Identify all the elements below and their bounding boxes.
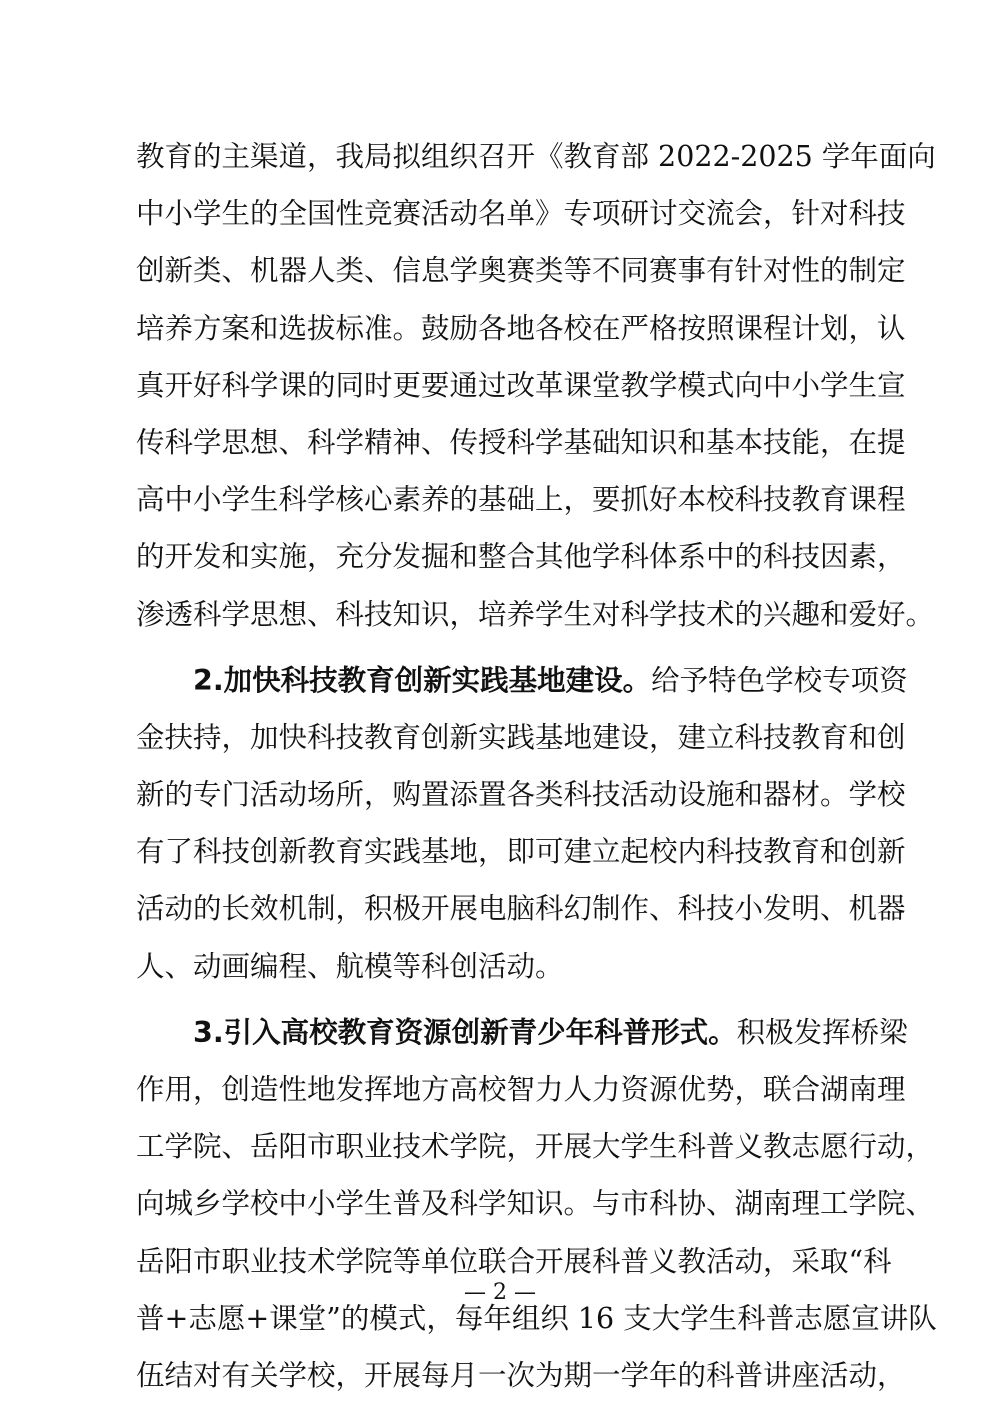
paragraph-text: 积极发挥桥梁 xyxy=(736,1015,908,1049)
paragraph-line: 教育的主渠道，我局拟组织召开《教育部 2022-2025 学年面向 xyxy=(136,140,936,173)
document-body xyxy=(136,128,937,1404)
paragraph-line: 新的专门活动场所，购置添置各类科技活动设施和器材。学校 xyxy=(136,778,906,812)
paragraph-line: 有了科技创新教育实践基地，即可建立起校内科技教育和创新 xyxy=(136,835,906,869)
paragraph-line: 工学院、岳阳市职业技术学院，开展大学生科普义教志愿行动， xyxy=(136,1130,935,1164)
paragraph-line: 创新类、机器人类、信息学奥赛类等不同赛事有针对性的制定 xyxy=(136,254,906,288)
paragraph-line: 金扶持，加快科技教育创新实践基地建设，建立科技教育和创 xyxy=(136,720,906,754)
paragraph-line: 作用，创造性地发挥地方高校智力人力资源优势，联合湖南理 xyxy=(136,1073,906,1106)
paragraph-line: 岳阳市职业技术学院等单位联合开展科普义教活动，采取“科 xyxy=(136,1244,892,1278)
paragraph-line: 真开好科学课的同时更要通过改革课堂教学模式向中小学生宣 xyxy=(136,368,906,402)
section-heading: 2.加快科技教育创新实践基地建设。 xyxy=(193,663,652,697)
paragraph-2 xyxy=(136,652,908,995)
paragraph-first-line xyxy=(136,1004,908,1061)
paragraph-line: 普+志愿+课堂”的模式，每年组织 16 支大学生科普志愿宣讲队 xyxy=(136,1301,937,1335)
paragraph-text: 给予特色学校专项资 xyxy=(651,663,908,697)
paragraph-line: 培养方案和选拔标准。鼓励各地各校在严格按照课程计划，认 xyxy=(136,311,906,345)
paragraph-first-line xyxy=(136,652,908,709)
page-number: — 2 — xyxy=(464,1280,536,1305)
paragraph-line: 传科学思想、科学精神、传授科学基础知识和基本技能，在提 xyxy=(136,425,906,459)
paragraph-line: 活动的长效机制，积极开展电脑科幻制作、科技小发明、机器 xyxy=(136,892,906,926)
paragraph-line: 高中小学生科学核心素养的基础上，要抓好本校科技教育课程 xyxy=(136,483,906,517)
paragraph-line: 渗透科学思想、科技知识，培养学生对科学技术的兴趣和爱好。 xyxy=(136,597,935,631)
paragraph-line: 的开发和实施，充分发掘和整合其他学科体系中的科技因素， xyxy=(136,540,906,574)
paragraph-line: 伍结对有关学校，开展每月一次为期一学年的科普讲座活动， xyxy=(136,1358,906,1392)
paragraph-line: 人、动画编程、航模等科创活动。 xyxy=(136,949,564,983)
paragraph-3 xyxy=(136,1004,937,1404)
paragraph-1 xyxy=(136,128,936,643)
section-heading: 3.引入高校教育资源创新青少年科普形式。 xyxy=(193,1015,737,1049)
paragraph-line: 中小学生的全国性竞赛活动名单》专项研讨交流会，针对科技 xyxy=(136,197,906,231)
paragraph-line: 向城乡学校中小学生普及科学知识。与市科协、湖南理工学院、 xyxy=(136,1187,935,1221)
